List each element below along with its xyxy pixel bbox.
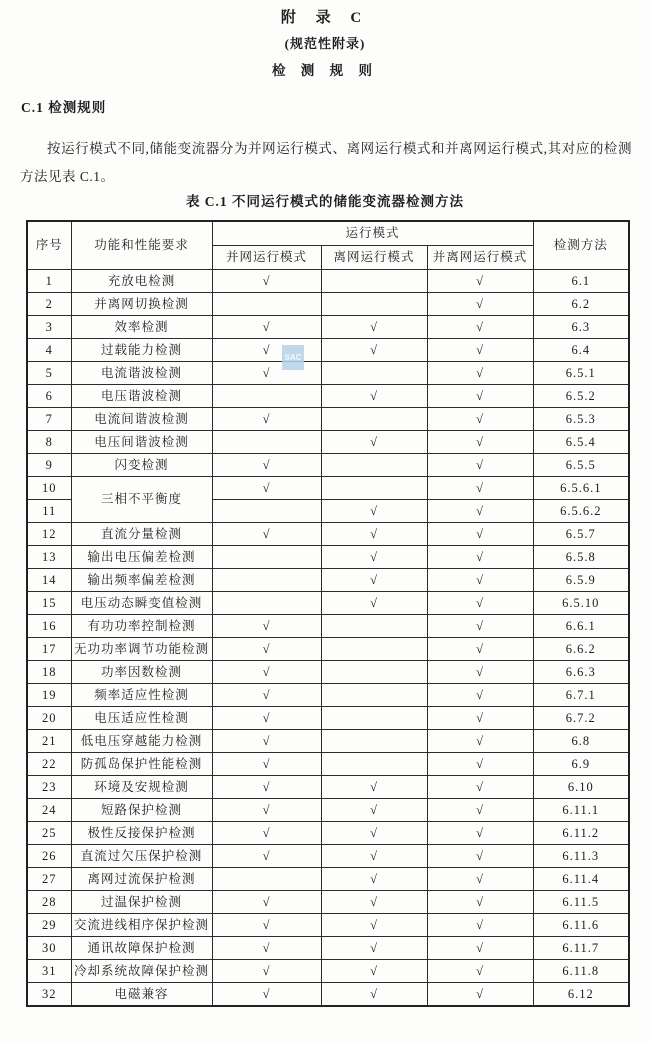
method-cell: 6.5.6.1: [533, 477, 629, 500]
check-cell-offgrid: √: [321, 937, 427, 960]
check-cell-grid: √: [212, 454, 321, 477]
method-cell: 6.5.9: [533, 569, 629, 592]
row-number-cell: 30: [27, 937, 71, 960]
method-cell: 6.8: [533, 730, 629, 753]
method-cell: 6.5.8: [533, 546, 629, 569]
row-number-cell: 26: [27, 845, 71, 868]
table-row: [27, 477, 629, 500]
check-cell-hybrid: √: [427, 454, 533, 477]
method-cell: 6.4: [533, 339, 629, 362]
function-name-cell: 离网过流保护检测: [71, 868, 212, 891]
function-name-cell: 直流分量检测: [71, 523, 212, 546]
check-cell-offgrid: [321, 293, 427, 316]
table-row: [27, 960, 629, 983]
check-cell-grid: √: [212, 799, 321, 822]
table-row: [27, 408, 629, 431]
row-number-cell: 25: [27, 822, 71, 845]
function-name-cell: 三相不平衡度: [71, 477, 212, 523]
method-cell: 6.5.5: [533, 454, 629, 477]
table-row: [27, 615, 629, 638]
function-name-cell: 电压谐波检测: [71, 385, 212, 408]
table-row: [27, 270, 629, 293]
table-row: [27, 799, 629, 822]
check-cell-offgrid: [321, 638, 427, 661]
table-row: [27, 730, 629, 753]
col-header-number: 序号: [27, 221, 71, 270]
table-row: [27, 385, 629, 408]
row-number-cell: 15: [27, 592, 71, 615]
table-row: [27, 638, 629, 661]
col-header-offgrid-mode: 离网运行模式: [321, 246, 427, 270]
method-cell: 6.5.4: [533, 431, 629, 454]
check-cell-offgrid: √: [321, 891, 427, 914]
function-name-cell: 电压间谐波检测: [71, 431, 212, 454]
check-cell-grid: √: [212, 684, 321, 707]
row-number-cell: 19: [27, 684, 71, 707]
function-name-cell: 电流谐波检测: [71, 362, 212, 385]
check-cell-offgrid: √: [321, 776, 427, 799]
col-header-method: 检测方法: [533, 221, 629, 270]
table-row: [27, 293, 629, 316]
method-cell: 6.11.1: [533, 799, 629, 822]
function-name-cell: 电压动态瞬变值检测: [71, 592, 212, 615]
row-number-cell: 13: [27, 546, 71, 569]
check-cell-hybrid: √: [427, 684, 533, 707]
function-name-cell: 效率检测: [71, 316, 212, 339]
check-cell-offgrid: √: [321, 799, 427, 822]
function-name-cell: 输出频率偏差检测: [71, 569, 212, 592]
table-row: [27, 983, 629, 1007]
check-cell-hybrid: √: [427, 891, 533, 914]
check-cell-hybrid: √: [427, 500, 533, 523]
table-row: [27, 707, 629, 730]
check-cell-offgrid: √: [321, 960, 427, 983]
check-cell-grid: √: [212, 822, 321, 845]
check-cell-offgrid: [321, 477, 427, 500]
col-header-function: 功能和性能要求: [71, 221, 212, 270]
function-name-cell: 低电压穿越能力检测: [71, 730, 212, 753]
table-row: [27, 523, 629, 546]
row-number-cell: 1: [27, 270, 71, 293]
check-cell-offgrid: √: [321, 523, 427, 546]
row-number-cell: 2: [27, 293, 71, 316]
check-cell-offgrid: √: [321, 845, 427, 868]
check-cell-hybrid: √: [427, 270, 533, 293]
check-cell-offgrid: [321, 730, 427, 753]
check-cell-hybrid: √: [427, 937, 533, 960]
function-name-cell: 无功功率调节功能检测: [71, 638, 212, 661]
check-cell-offgrid: [321, 707, 427, 730]
method-cell: 6.6.2: [533, 638, 629, 661]
row-number-cell: 20: [27, 707, 71, 730]
check-cell-hybrid: √: [427, 661, 533, 684]
function-name-cell: 有功功率控制检测: [71, 615, 212, 638]
check-cell-hybrid: √: [427, 868, 533, 891]
method-cell: 6.11.3: [533, 845, 629, 868]
row-number-cell: 32: [27, 983, 71, 1007]
check-cell-grid: √: [212, 914, 321, 937]
table-row: [27, 592, 629, 615]
check-cell-grid: [212, 569, 321, 592]
table-row: [27, 661, 629, 684]
table-row: [27, 454, 629, 477]
table-row: [27, 776, 629, 799]
check-cell-grid: √: [212, 270, 321, 293]
check-cell-hybrid: √: [427, 753, 533, 776]
function-name-cell: 交流进线相序保护检测: [71, 914, 212, 937]
section-heading: C.1 检测规则: [21, 100, 107, 115]
check-cell-grid: [212, 293, 321, 316]
table-row: [27, 845, 629, 868]
check-cell-grid: √: [212, 891, 321, 914]
table-caption: 表 C.1 不同运行模式的储能变流器检测方法: [185, 194, 465, 209]
check-cell-hybrid: √: [427, 776, 533, 799]
table-row: [27, 914, 629, 937]
appendix-heading: 检 测 规 则: [271, 63, 379, 78]
row-number-cell: 14: [27, 569, 71, 592]
check-cell-grid: √: [212, 845, 321, 868]
check-cell-offgrid: √: [321, 822, 427, 845]
row-number-cell: 18: [27, 661, 71, 684]
method-cell: 6.11.8: [533, 960, 629, 983]
row-number-cell: 29: [27, 914, 71, 937]
check-cell-grid: [212, 431, 321, 454]
function-name-cell: 过温保护检测: [71, 891, 212, 914]
check-cell-hybrid: √: [427, 339, 533, 362]
method-cell: 6.5.2: [533, 385, 629, 408]
row-number-cell: 17: [27, 638, 71, 661]
row-number-cell: 5: [27, 362, 71, 385]
test-methods-table: [26, 220, 630, 1007]
table-row: [27, 431, 629, 454]
col-header-hybrid-mode: 并离网运行模式: [427, 246, 533, 270]
function-name-cell: 极性反接保护检测: [71, 822, 212, 845]
check-cell-offgrid: √: [321, 339, 427, 362]
function-name-cell: 频率适应性检测: [71, 684, 212, 707]
appendix-subtitle: (规范性附录): [284, 36, 366, 51]
check-cell-offgrid: [321, 408, 427, 431]
check-cell-grid: √: [212, 477, 321, 500]
check-cell-grid: √: [212, 937, 321, 960]
row-number-cell: 24: [27, 799, 71, 822]
check-cell-grid: √: [212, 707, 321, 730]
check-cell-grid: √: [212, 316, 321, 339]
row-number-cell: 27: [27, 868, 71, 891]
check-cell-hybrid: √: [427, 914, 533, 937]
row-number-cell: 16: [27, 615, 71, 638]
check-cell-offgrid: √: [321, 385, 427, 408]
method-cell: 6.1: [533, 270, 629, 293]
row-number-cell: 3: [27, 316, 71, 339]
check-cell-hybrid: √: [427, 431, 533, 454]
table-row: [27, 868, 629, 891]
method-cell: 6.6.1: [533, 615, 629, 638]
check-cell-hybrid: √: [427, 845, 533, 868]
function-name-cell: 过载能力检测: [71, 339, 212, 362]
function-name-cell: 并离网切换检测: [71, 293, 212, 316]
function-name-cell: 电磁兼容: [71, 983, 212, 1007]
check-cell-hybrid: √: [427, 316, 533, 339]
check-cell-grid: √: [212, 776, 321, 799]
method-cell: 6.11.6: [533, 914, 629, 937]
check-cell-offgrid: √: [321, 868, 427, 891]
function-name-cell: 直流过欠压保护检测: [71, 845, 212, 868]
table-row: [27, 362, 629, 385]
check-cell-grid: √: [212, 753, 321, 776]
method-cell: 6.5.10: [533, 592, 629, 615]
function-name-cell: 输出电压偏差检测: [71, 546, 212, 569]
method-cell: 6.5.7: [533, 523, 629, 546]
row-number-cell: 11: [27, 500, 71, 523]
check-cell-grid: √: [212, 615, 321, 638]
check-cell-offgrid: √: [321, 316, 427, 339]
col-header-mode-group: 运行模式: [212, 221, 533, 246]
appendix-title: 附 录 C: [280, 10, 370, 26]
check-cell-offgrid: √: [321, 546, 427, 569]
method-cell: 6.5.6.2: [533, 500, 629, 523]
function-name-cell: 冷却系统故障保护检测: [71, 960, 212, 983]
row-number-cell: 12: [27, 523, 71, 546]
method-cell: 6.6.3: [533, 661, 629, 684]
check-cell-offgrid: [321, 362, 427, 385]
row-number-cell: 22: [27, 753, 71, 776]
check-cell-offgrid: [321, 753, 427, 776]
row-number-cell: 23: [27, 776, 71, 799]
method-cell: 6.2: [533, 293, 629, 316]
function-name-cell: 功率因数检测: [71, 661, 212, 684]
check-cell-hybrid: √: [427, 592, 533, 615]
check-cell-hybrid: √: [427, 293, 533, 316]
method-cell: 6.3: [533, 316, 629, 339]
check-cell-offgrid: [321, 615, 427, 638]
function-name-cell: 短路保护检测: [71, 799, 212, 822]
row-number-cell: 7: [27, 408, 71, 431]
function-name-cell: 电流间谐波检测: [71, 408, 212, 431]
row-number-cell: 21: [27, 730, 71, 753]
row-number-cell: 10: [27, 477, 71, 500]
table-row: [27, 822, 629, 845]
check-cell-hybrid: √: [427, 362, 533, 385]
row-number-cell: 4: [27, 339, 71, 362]
method-cell: 6.12: [533, 983, 629, 1007]
method-cell: 6.11.4: [533, 868, 629, 891]
table-row: [27, 569, 629, 592]
method-cell: 6.7.1: [533, 684, 629, 707]
check-cell-hybrid: √: [427, 523, 533, 546]
col-header-grid-mode: 并网运行模式: [212, 246, 321, 270]
check-cell-offgrid: √: [321, 569, 427, 592]
check-cell-grid: √: [212, 523, 321, 546]
check-cell-offgrid: √: [321, 592, 427, 615]
check-cell-hybrid: √: [427, 477, 533, 500]
check-cell-offgrid: [321, 270, 427, 293]
function-name-cell: 电压适应性检测: [71, 707, 212, 730]
table-row: [27, 937, 629, 960]
check-cell-grid: √: [212, 661, 321, 684]
check-cell-offgrid: [321, 454, 427, 477]
row-number-cell: 6: [27, 385, 71, 408]
method-cell: 6.7.2: [533, 707, 629, 730]
check-cell-hybrid: √: [427, 615, 533, 638]
check-cell-hybrid: √: [427, 960, 533, 983]
check-cell-grid: √: [212, 638, 321, 661]
table-row: [27, 753, 629, 776]
check-cell-hybrid: √: [427, 707, 533, 730]
check-cell-offgrid: √: [321, 914, 427, 937]
method-cell: 6.9: [533, 753, 629, 776]
function-name-cell: 充放电检测: [71, 270, 212, 293]
table-body: [27, 270, 629, 1007]
check-cell-grid: √: [212, 960, 321, 983]
function-name-cell: 闪变检测: [71, 454, 212, 477]
row-number-cell: 8: [27, 431, 71, 454]
intro-paragraph: 按运行模式不同,储能变流器分为并网运行模式、离网运行模式和并离网运行模式,其对应的检测方法见表 C.1。: [20, 141, 632, 184]
check-cell-grid: [212, 868, 321, 891]
method-cell: 6.5.1: [533, 362, 629, 385]
check-cell-offgrid: √: [321, 431, 427, 454]
row-number-cell: 31: [27, 960, 71, 983]
check-cell-grid: √: [212, 730, 321, 753]
check-cell-hybrid: √: [427, 569, 533, 592]
check-cell-grid: [212, 385, 321, 408]
check-cell-grid: [212, 500, 321, 523]
check-cell-hybrid: √: [427, 799, 533, 822]
check-cell-grid: √: [212, 362, 321, 385]
check-cell-hybrid: √: [427, 822, 533, 845]
check-cell-offgrid: √: [321, 500, 427, 523]
check-cell-hybrid: √: [427, 638, 533, 661]
row-number-cell: 9: [27, 454, 71, 477]
check-cell-grid: [212, 592, 321, 615]
method-cell: 6.11.7: [533, 937, 629, 960]
appendix-title-block: [0, 6, 650, 79]
table-row: [27, 546, 629, 569]
method-cell: 6.10: [533, 776, 629, 799]
check-cell-grid: √: [212, 408, 321, 431]
table-row: [27, 316, 629, 339]
check-cell-hybrid: √: [427, 408, 533, 431]
method-cell: 6.5.3: [533, 408, 629, 431]
check-cell-grid: [212, 546, 321, 569]
row-number-cell: 28: [27, 891, 71, 914]
method-cell: 6.11.5: [533, 891, 629, 914]
table-row: [27, 339, 629, 362]
function-name-cell: 通讯故障保护检测: [71, 937, 212, 960]
table-row: [27, 891, 629, 914]
table-row: [27, 684, 629, 707]
check-cell-offgrid: √: [321, 983, 427, 1007]
check-cell-grid: √: [212, 339, 321, 362]
function-name-cell: 环境及安规检测: [71, 776, 212, 799]
check-cell-hybrid: √: [427, 983, 533, 1007]
function-name-cell: 防孤岛保护性能检测: [71, 753, 212, 776]
check-cell-offgrid: [321, 661, 427, 684]
check-cell-hybrid: √: [427, 385, 533, 408]
check-cell-grid: √: [212, 983, 321, 1007]
sac-watermark: SAC: [282, 345, 304, 370]
table-header: [27, 221, 629, 270]
check-cell-hybrid: √: [427, 546, 533, 569]
check-cell-hybrid: √: [427, 730, 533, 753]
check-cell-offgrid: [321, 684, 427, 707]
method-cell: 6.11.2: [533, 822, 629, 845]
